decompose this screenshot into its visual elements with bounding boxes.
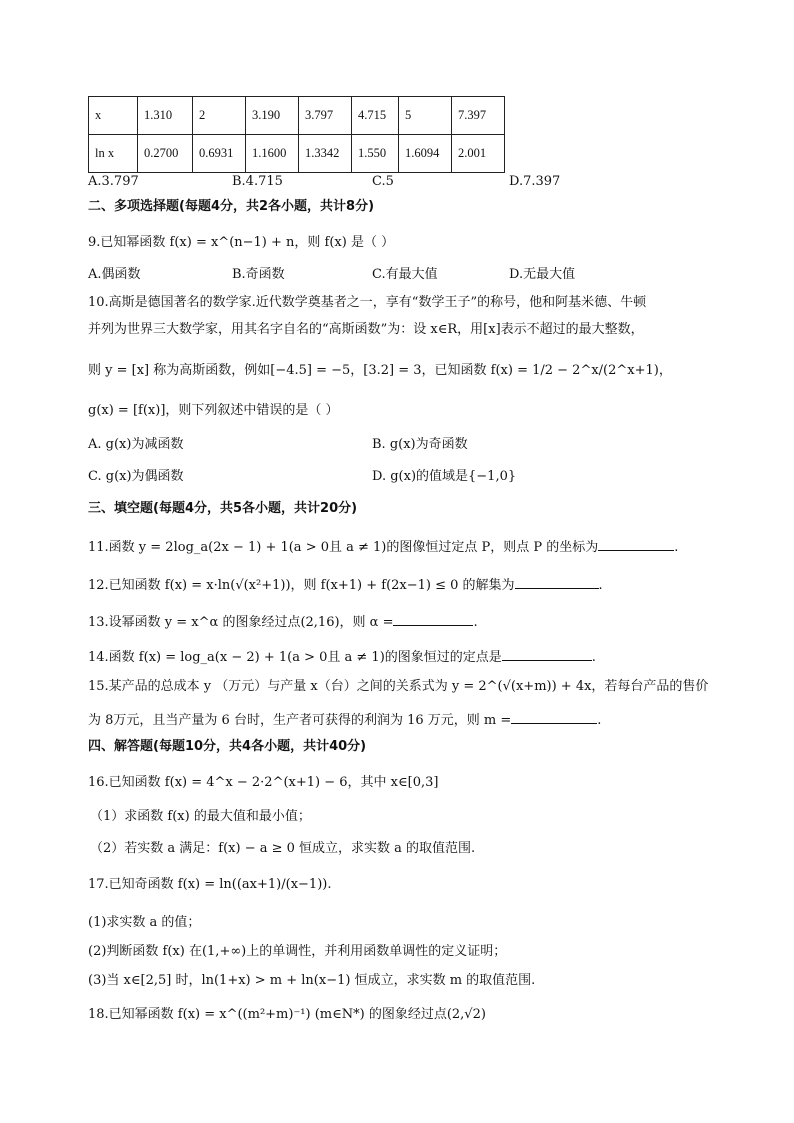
q10-option-b: B. g(x)为奇函数 (372, 437, 468, 452)
table-cell: 3.797 (299, 97, 352, 135)
answer-blank[interactable] (393, 611, 473, 626)
q17-stem: 17.已知奇函数 f(x) = ln((ax+1)/(x−1)). (88, 877, 332, 892)
table-row (89, 97, 505, 135)
q17-part-1: (1)求实数 a 的值； (88, 915, 201, 930)
q11-end: . (674, 540, 679, 555)
section-2-title: 二、多项选择题(每题4分，共2各小题，共计8分) (88, 199, 375, 214)
q15-line-2 (88, 709, 601, 730)
table-cell: 2.001 (452, 135, 505, 173)
q10-option-c: C. g(x)为偶函数 (88, 469, 184, 484)
q14 (88, 646, 596, 667)
q10-line-2: 并列为世界三大数学家，用其名字自名的“高斯函数”为：设 x∈R，用[x]表示不超过的最大整数， (88, 322, 644, 337)
table-cell: 0.2700 (138, 135, 193, 173)
q12-text: 12.已知函数 f(x) = x·ln(√(x²+1))，则 f(x+1) + f(2x−1) ≤ 0 的解集为 (88, 578, 515, 593)
q10-line-4: g(x) = [f(x)]，则下列叙述中错误的是（ ） (88, 403, 339, 418)
q18-stem: 18.已知幂函数 f(x) = x^((m²+m)⁻¹) (m∈N*) 的图象经过点(2,√2) (88, 1007, 486, 1022)
q10-option-d: D. g(x)的值域是{−1,0} (372, 469, 517, 484)
q17-part-2: (2)判断函数 f(x) 在(1,+∞)上的单调性，并利用函数单调性的定义证明； (88, 944, 507, 959)
q8-option-d: D.7.397 (509, 174, 561, 189)
q9-option-a: A.偶函数 (88, 267, 141, 282)
q17-part-3: (3)当 x∈[2,5] 时，ln(1+x) > m + ln(x−1) 恒成立，求实数 m 的取值范围. (88, 973, 536, 988)
q9-option-b: B.奇函数 (232, 267, 285, 282)
q9-stem: 9.已知幂函数 f(x) = x^(n−1) + n，则 f(x) 是（ ） (88, 235, 395, 250)
q15-text: 为 8万元，且当产量为 6 台时，生产者可获得的利润为 16 万元，则 m = (88, 713, 512, 728)
table-cell: 1.550 (352, 135, 399, 173)
q15-line-1: 15.某产品的总成本 y （万元）与产量 x（台）之间的关系式为 y = 2^(√(x+m)) + 4x，若每台产品的售价 (88, 679, 709, 694)
answer-blank[interactable] (598, 536, 674, 551)
q9-option-c: C.有最大值 (372, 267, 438, 282)
table-cell: 4.715 (352, 97, 399, 135)
q13-end: . (473, 615, 478, 630)
q11-text: 11.函数 y = 2log_a(2x − 1) + 1(a > 0且 a ≠ 1)的图像恒过定点 P，则点 P 的坐标为 (88, 540, 599, 555)
q11 (88, 536, 678, 557)
table-cell: 7.397 (452, 97, 505, 135)
table-cell: 1.3342 (299, 135, 352, 173)
table-cell: 1.310 (138, 97, 193, 135)
q13 (88, 611, 478, 632)
q14-end: . (591, 650, 596, 665)
q12-end: . (598, 578, 603, 593)
q13-text: 13.设幂函数 y = x^α 的图象经过点(2,16)，则 α = (88, 615, 394, 630)
table-cell: 0.6931 (193, 135, 246, 173)
q10-line-3: 则 y = [x] 称为高斯函数，例如[−4.5] = −5，[3.2] = 3，已知函数 f(x) = 1/2 − 2^x/(2^x+1)， (88, 363, 672, 378)
table-cell: x (89, 97, 138, 135)
q10-option-a: A. g(x)为减函数 (88, 437, 184, 452)
q8-option-c: C.5 (372, 174, 394, 189)
q9-option-d: D.无最大值 (509, 267, 576, 282)
q16-part-1: （1）求函数 f(x) 的最大值和最小值； (90, 809, 311, 824)
q12 (88, 574, 603, 595)
q8-option-a: A.3.797 (88, 174, 139, 189)
section-4-title: 四、解答题(每题10分，共4各小题，共计40分) (88, 739, 367, 754)
table-cell: 3.190 (246, 97, 299, 135)
x-lnx-table (88, 96, 505, 173)
q16-part-2: （2）若实数 a 满足：f(x) − a ≥ 0 恒成立，求实数 a 的取值范围. (90, 841, 476, 856)
section-3-title: 三、填空题(每题4分，共5各小题，共计20分) (88, 501, 358, 516)
answer-blank[interactable] (511, 709, 597, 724)
q14-text: 14.函数 f(x) = log_a(x − 2) + 1(a > 0且 a ≠ 1)的图象恒过的定点是 (88, 650, 502, 665)
q10-line-1: 10.高斯是德国著名的数学家.近代数学奠基者之一，享有“数学王子”的称号，他和阿基米德、牛顿 (88, 295, 647, 310)
q15-end: . (597, 713, 602, 728)
answer-blank[interactable] (515, 574, 599, 589)
q8-option-b: B.4.715 (232, 174, 283, 189)
table-cell: 2 (193, 97, 246, 135)
table-cell: ln x (89, 135, 138, 173)
table-cell: 1.1600 (246, 135, 299, 173)
table-cell: 5 (399, 97, 452, 135)
q16-stem: 16.已知函数 f(x) = 4^x − 2·2^(x+1) − 6，其中 x∈[0,3] (88, 775, 439, 790)
table-row (89, 135, 505, 173)
answer-blank[interactable] (502, 646, 592, 661)
table-cell: 1.6094 (399, 135, 452, 173)
